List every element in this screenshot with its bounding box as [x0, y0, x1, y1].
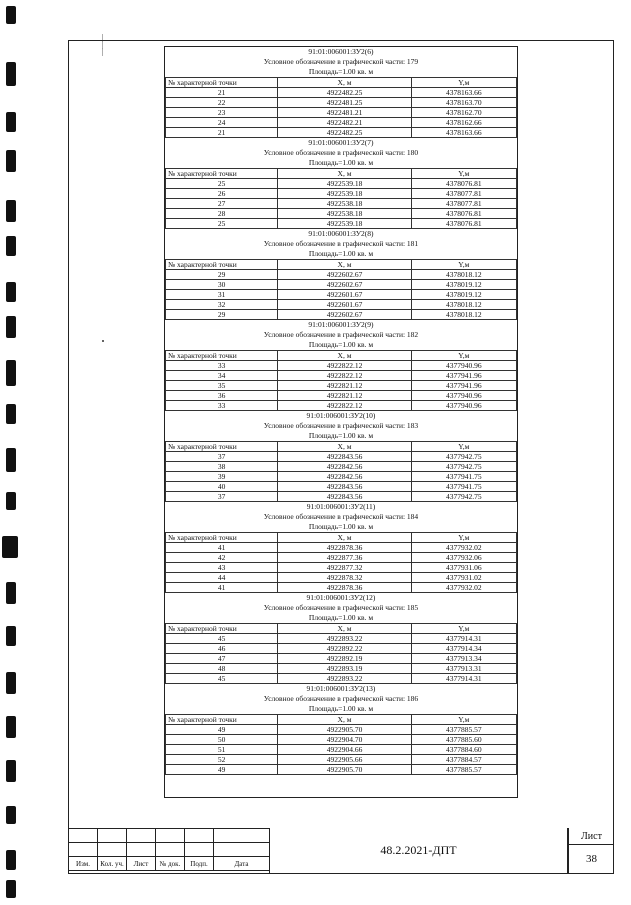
parcel-id: 91:01:006001:ЗУ2(6) [308, 47, 374, 56]
point-number-cell: 41 [166, 543, 278, 553]
coordinates-table [165, 259, 517, 320]
table-row [166, 543, 517, 553]
x-coordinate-cell: 4922539.18 [278, 219, 411, 229]
sheet-label: Лист [568, 828, 614, 845]
parcel-id: 91:01:006001:ЗУ2(10) [306, 411, 376, 420]
table-row [166, 371, 517, 381]
coordinates-content [164, 46, 518, 798]
x-coordinate-cell: 4922878.36 [278, 583, 411, 593]
point-number-cell: 37 [166, 452, 278, 462]
y-coordinate-cell: 4377941.75 [411, 482, 516, 492]
y-coordinate-cell: 4377884.57 [411, 755, 516, 765]
y-coordinate-cell: 4377932.02 [411, 583, 516, 593]
table-row [166, 573, 517, 583]
point-number-cell: 26 [166, 189, 278, 199]
x-coordinate-cell: 4922821.12 [278, 381, 411, 391]
parcel-area: Площадь=1.00 кв. м [308, 158, 374, 167]
table-row [166, 88, 517, 98]
margin-marks: | | | [102, 33, 104, 56]
point-number-cell: 23 [166, 108, 278, 118]
column-header-point: № характерной точки [166, 260, 278, 270]
parcel-area: Площадь=1.00 кв. м [308, 67, 374, 76]
column-header-y: Y,м [411, 351, 516, 361]
x-coordinate-cell: 4922481.21 [278, 108, 411, 118]
parcel-caption: Условное обозначение в графической части: 186 [263, 694, 419, 703]
table-row [166, 492, 517, 502]
y-coordinate-cell: 4378163.66 [411, 88, 516, 98]
table-row [166, 270, 517, 280]
x-coordinate-cell: 4922601.67 [278, 300, 411, 310]
parcel-block [165, 411, 517, 502]
table-row [166, 745, 517, 755]
table-row [166, 462, 517, 472]
table-row [166, 189, 517, 199]
column-header-point: № характерной точки [166, 624, 278, 634]
column-header-point: № характерной точки [166, 442, 278, 452]
column-header-x: X, м [278, 78, 411, 88]
y-coordinate-cell: 4378018.12 [411, 310, 516, 320]
parcel-block [165, 229, 517, 320]
x-coordinate-cell: 4922842.56 [278, 462, 411, 472]
column-header-x: X, м [278, 715, 411, 725]
table-header-row [166, 260, 517, 270]
table-row [166, 735, 517, 745]
y-coordinate-cell: 4377914.34 [411, 644, 516, 654]
y-coordinate-cell: 4377942.75 [411, 462, 516, 472]
table-row [166, 118, 517, 128]
column-header-y: Y,м [411, 260, 516, 270]
y-coordinate-cell: 4378076.81 [411, 179, 516, 189]
y-coordinate-cell: 4377931.02 [411, 573, 516, 583]
table-row [166, 583, 517, 593]
point-number-cell: 38 [166, 462, 278, 472]
parcel-id: 91:01:006001:ЗУ2(11) [306, 502, 376, 511]
parcel-id: 91:01:006001:ЗУ2(13) [306, 684, 376, 693]
table-row [166, 310, 517, 320]
y-coordinate-cell: 4377942.75 [411, 492, 516, 502]
table-row [166, 452, 517, 462]
y-coordinate-cell: 4378018.12 [411, 300, 516, 310]
parcel-caption: Условное обозначение в графической части: 179 [263, 57, 419, 66]
table-row [166, 391, 517, 401]
table-row [166, 290, 517, 300]
parcel-block [165, 684, 517, 775]
parcel-caption: Условное обозначение в графической части: 183 [263, 421, 419, 430]
point-number-cell: 30 [166, 280, 278, 290]
x-coordinate-cell: 4922601.67 [278, 290, 411, 300]
table-row [166, 401, 517, 411]
column-header-point: № характерной точки [166, 715, 278, 725]
x-coordinate-cell: 4922821.12 [278, 391, 411, 401]
point-number-cell: 28 [166, 209, 278, 219]
parcel-caption: Условное обозначение в графической части: 182 [263, 330, 419, 339]
stamp-label-podp: Подп. [185, 857, 214, 871]
y-coordinate-cell: 4377885.57 [411, 725, 516, 735]
coordinates-table [165, 441, 517, 502]
point-number-cell: 40 [166, 482, 278, 492]
column-header-y: Y,м [411, 624, 516, 634]
coordinates-table [165, 77, 517, 138]
column-header-x: X, м [278, 533, 411, 543]
column-header-x: X, м [278, 351, 411, 361]
table-row [166, 563, 517, 573]
table-row [166, 725, 517, 735]
x-coordinate-cell: 4922843.56 [278, 452, 411, 462]
point-number-cell: 33 [166, 361, 278, 371]
x-coordinate-cell: 4922904.70 [278, 735, 411, 745]
table-row [166, 553, 517, 563]
point-number-cell: 31 [166, 290, 278, 300]
table-header-row [166, 78, 517, 88]
point-number-cell: 33 [166, 401, 278, 411]
x-coordinate-cell: 4922481.25 [278, 98, 411, 108]
y-coordinate-cell: 4378019.12 [411, 290, 516, 300]
table-row [166, 300, 517, 310]
point-number-cell: 48 [166, 664, 278, 674]
y-coordinate-cell: 4378163.66 [411, 128, 516, 138]
y-coordinate-cell: 4377941.96 [411, 381, 516, 391]
x-coordinate-cell: 4922539.18 [278, 189, 411, 199]
table-row [166, 179, 517, 189]
table-row [166, 482, 517, 492]
y-coordinate-cell: 4377913.31 [411, 664, 516, 674]
point-number-cell: 46 [166, 644, 278, 654]
table-row [166, 219, 517, 229]
parcel-area: Площадь=1.00 кв. м [308, 704, 374, 713]
table-row [166, 361, 517, 371]
x-coordinate-cell: 4922878.32 [278, 573, 411, 583]
table-row [166, 128, 517, 138]
parcel-block [165, 593, 517, 684]
column-header-x: X, м [278, 624, 411, 634]
point-number-cell: 50 [166, 735, 278, 745]
y-coordinate-cell: 4377942.75 [411, 452, 516, 462]
column-header-point: № характерной точки [166, 533, 278, 543]
parcel-area: Площадь=1.00 кв. м [308, 431, 374, 440]
x-coordinate-cell: 4922822.12 [278, 361, 411, 371]
parcel-area: Площадь=1.00 кв. м [308, 613, 374, 622]
parcel-block [165, 47, 517, 138]
parcel-caption: Условное обозначение в графической части: 180 [263, 148, 419, 157]
document-code: 48.2.2021-ДПТ [269, 828, 568, 874]
table-row [166, 664, 517, 674]
coordinates-table [165, 532, 517, 593]
x-coordinate-cell: 4922602.67 [278, 310, 411, 320]
point-number-cell: 22 [166, 98, 278, 108]
coordinates-table [165, 623, 517, 684]
point-number-cell: 32 [166, 300, 278, 310]
y-coordinate-cell: 4377940.96 [411, 391, 516, 401]
parcel-area: Площадь=1.00 кв. м [308, 522, 374, 531]
y-coordinate-cell: 4378162.66 [411, 118, 516, 128]
point-number-cell: 45 [166, 674, 278, 684]
stamp-label-data: Дата [214, 857, 270, 871]
column-header-x: X, м [278, 442, 411, 452]
point-number-cell: 34 [166, 371, 278, 381]
x-coordinate-cell: 4922904.66 [278, 745, 411, 755]
column-header-y: Y,м [411, 442, 516, 452]
table-header-row [166, 351, 517, 361]
point-number-cell: 39 [166, 472, 278, 482]
column-header-y: Y,м [411, 715, 516, 725]
x-coordinate-cell: 4922893.22 [278, 674, 411, 684]
table-row [166, 381, 517, 391]
table-row [166, 209, 517, 219]
point-number-cell: 29 [166, 270, 278, 280]
x-coordinate-cell: 4922878.36 [278, 543, 411, 553]
table-header-row [166, 169, 517, 179]
x-coordinate-cell: 4922482.25 [278, 88, 411, 98]
table-row [166, 199, 517, 209]
y-coordinate-cell: 4378077.81 [411, 199, 516, 209]
x-coordinate-cell: 4922482.25 [278, 128, 411, 138]
table-row [166, 765, 517, 775]
coordinates-table [165, 168, 517, 229]
stamp-label-kol: Кол. уч. [98, 857, 127, 871]
table-row [166, 644, 517, 654]
parcel-id: 91:01:006001:ЗУ2(7) [308, 138, 374, 147]
parcel-block [165, 320, 517, 411]
column-header-point: № характерной точки [166, 351, 278, 361]
point-number-cell: 45 [166, 634, 278, 644]
x-coordinate-cell: 4922602.67 [278, 280, 411, 290]
y-coordinate-cell: 4378077.81 [411, 189, 516, 199]
table-row [166, 654, 517, 664]
point-number-cell: 29 [166, 310, 278, 320]
point-number-cell: 25 [166, 179, 278, 189]
point-number-cell: 21 [166, 128, 278, 138]
point-number-cell: 49 [166, 765, 278, 775]
stamp-label-doc: № док. [156, 857, 185, 871]
x-coordinate-cell: 4922482.21 [278, 118, 411, 128]
y-coordinate-cell: 4377931.06 [411, 563, 516, 573]
point-number-cell: 35 [166, 381, 278, 391]
parcel-caption: Условное обозначение в графической части: 184 [263, 512, 419, 521]
column-header-x: X, м [278, 260, 411, 270]
x-coordinate-cell: 4922877.36 [278, 553, 411, 563]
table-row [166, 280, 517, 290]
table-row [166, 98, 517, 108]
column-header-y: Y,м [411, 78, 516, 88]
table-row [166, 674, 517, 684]
y-coordinate-cell: 4377932.06 [411, 553, 516, 563]
column-header-x: X, м [278, 169, 411, 179]
point-number-cell: 47 [166, 654, 278, 664]
x-coordinate-cell: 4922892.22 [278, 644, 411, 654]
parcel-id: 91:01:006001:ЗУ2(8) [308, 229, 374, 238]
parcel-block [165, 502, 517, 593]
parcel-id: 91:01:006001:ЗУ2(9) [308, 320, 374, 329]
x-coordinate-cell: 4922892.19 [278, 654, 411, 664]
table-header-row [166, 533, 517, 543]
point-number-cell: 49 [166, 725, 278, 735]
column-header-point: № характерной точки [166, 169, 278, 179]
x-coordinate-cell: 4922602.67 [278, 270, 411, 280]
x-coordinate-cell: 4922905.70 [278, 725, 411, 735]
point-number-cell: 42 [166, 553, 278, 563]
x-coordinate-cell: 4922893.19 [278, 664, 411, 674]
y-coordinate-cell: 4378018.12 [411, 270, 516, 280]
title-block [68, 828, 614, 874]
table-row [166, 755, 517, 765]
parcel-caption: Условное обозначение в графической части: 181 [263, 239, 419, 248]
x-coordinate-cell: 4922893.22 [278, 634, 411, 644]
point-number-cell: 51 [166, 745, 278, 755]
x-coordinate-cell: 4922843.56 [278, 492, 411, 502]
table-row [166, 108, 517, 118]
y-coordinate-cell: 4377885.60 [411, 735, 516, 745]
parcel-area: Площадь=1.00 кв. м [308, 340, 374, 349]
column-header-y: Y,м [411, 169, 516, 179]
point-number-cell: 27 [166, 199, 278, 209]
sheet-number: 38 [568, 845, 614, 874]
point-number-cell: 43 [166, 563, 278, 573]
parcel-block [165, 138, 517, 229]
x-coordinate-cell: 4922822.12 [278, 401, 411, 411]
parcel-area: Площадь=1.00 кв. м [308, 249, 374, 258]
y-coordinate-cell: 4377913.34 [411, 654, 516, 664]
x-coordinate-cell: 4922822.12 [278, 371, 411, 381]
y-coordinate-cell: 4378076.81 [411, 209, 516, 219]
y-coordinate-cell: 4377941.75 [411, 472, 516, 482]
coordinates-table [165, 350, 517, 411]
point-number-cell: 36 [166, 391, 278, 401]
point-number-cell: 25 [166, 219, 278, 229]
stamp-label-izm: Изм. [69, 857, 98, 871]
table-row [166, 472, 517, 482]
y-coordinate-cell: 4377884.60 [411, 745, 516, 755]
table-header-row [166, 442, 517, 452]
y-coordinate-cell: 4377885.57 [411, 765, 516, 775]
y-coordinate-cell: 4377940.96 [411, 401, 516, 411]
revision-grid [68, 828, 270, 871]
point-number-cell: 21 [166, 88, 278, 98]
point-number-cell: 24 [166, 118, 278, 128]
y-coordinate-cell: 4378019.12 [411, 280, 516, 290]
y-coordinate-cell: 4377914.31 [411, 674, 516, 684]
parcel-caption: Условное обозначение в графической части: 185 [263, 603, 419, 612]
y-coordinate-cell: 4378163.70 [411, 98, 516, 108]
table-header-row [166, 715, 517, 725]
table-row [166, 634, 517, 644]
x-coordinate-cell: 4922877.32 [278, 563, 411, 573]
table-header-row [166, 624, 517, 634]
y-coordinate-cell: 4378162.70 [411, 108, 516, 118]
y-coordinate-cell: 4377940.96 [411, 361, 516, 371]
x-coordinate-cell: 4922842.56 [278, 472, 411, 482]
x-coordinate-cell: 4922905.66 [278, 755, 411, 765]
column-header-y: Y,м [411, 533, 516, 543]
x-coordinate-cell: 4922843.56 [278, 482, 411, 492]
y-coordinate-cell: 4377932.02 [411, 543, 516, 553]
x-coordinate-cell: 4922538.18 [278, 199, 411, 209]
stamp-label-list: Лист [127, 857, 156, 871]
point-number-cell: 44 [166, 573, 278, 583]
y-coordinate-cell: 4377941.96 [411, 371, 516, 381]
column-header-point: № характерной точки [166, 78, 278, 88]
y-coordinate-cell: 4378076.81 [411, 219, 516, 229]
y-coordinate-cell: 4377914.31 [411, 634, 516, 644]
parcel-id: 91:01:006001:ЗУ2(12) [306, 593, 376, 602]
point-number-cell: 41 [166, 583, 278, 593]
point-number-cell: 52 [166, 755, 278, 765]
x-coordinate-cell: 4922539.18 [278, 179, 411, 189]
x-coordinate-cell: 4922538.18 [278, 209, 411, 219]
x-coordinate-cell: 4922905.70 [278, 765, 411, 775]
point-number-cell: 37 [166, 492, 278, 502]
coordinates-table [165, 714, 517, 775]
